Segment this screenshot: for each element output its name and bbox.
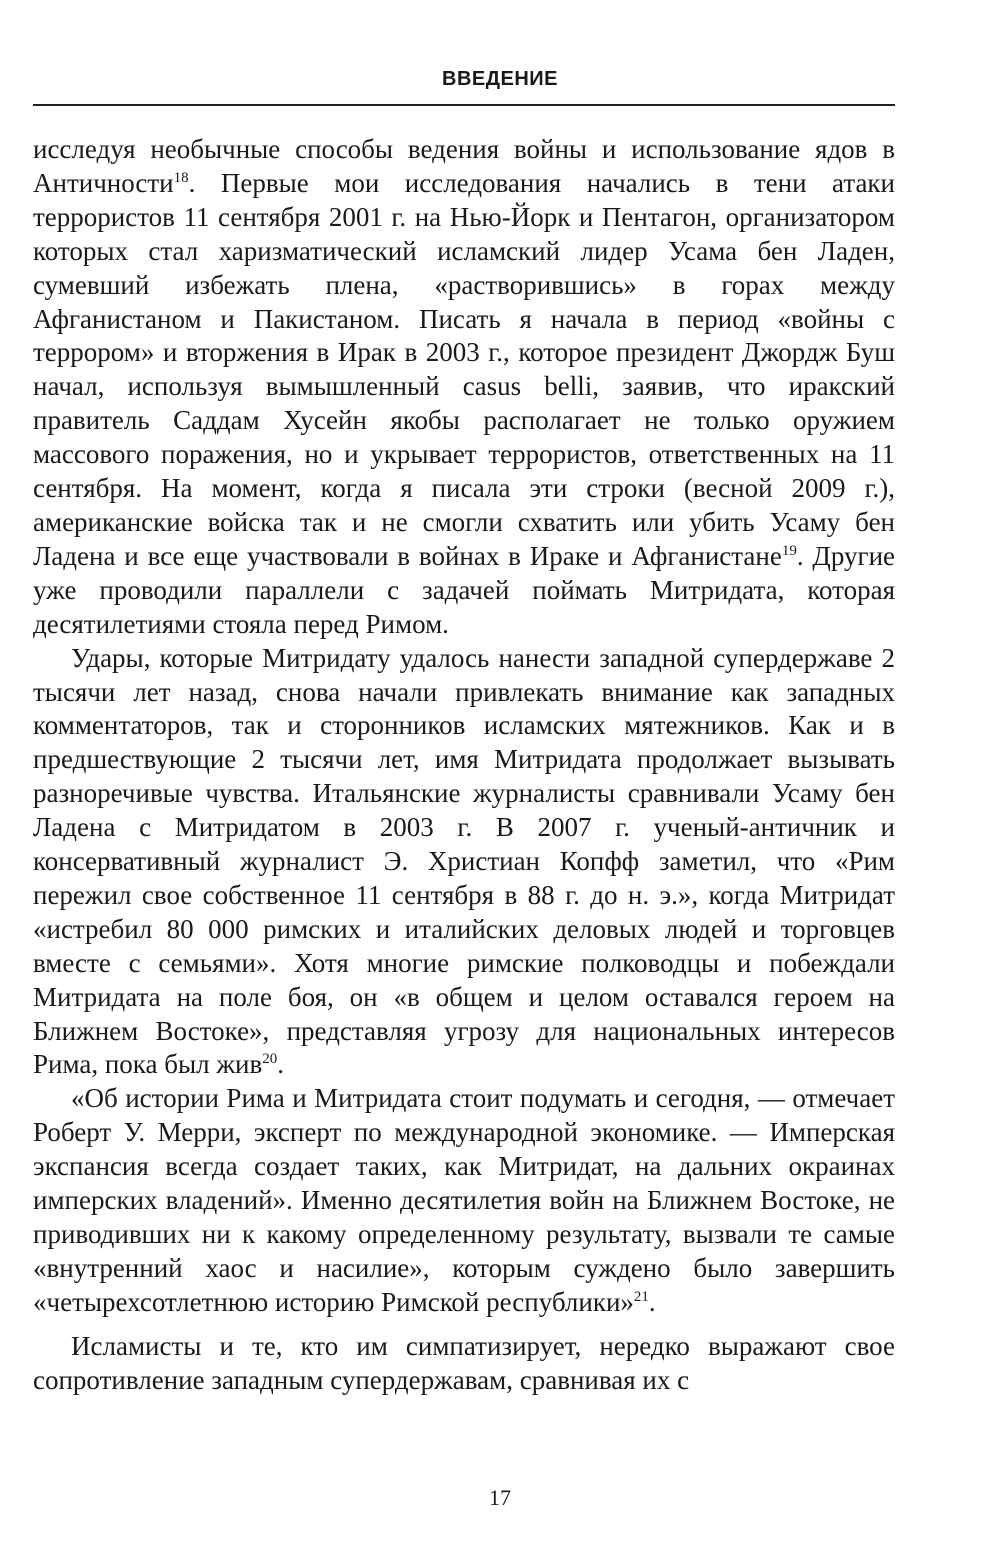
paragraph-1-text-2: . Первые мои исследования начались в тени атаки террористов 11 сентября 2001 г. на Нью-Йорк и Пентагон, организатором которых стал харизматический исламский лидер Усама бен Ладен, сумевший избежать плена, «растворившись» в горах между Афганистаном и Пакистаном. Писать я начала в период «войны с террором» и вторжения в Ирак в 2003 г., которое президент Джордж Буш начал, используя вымышленный casus belli, заявив, что иракский правитель Саддам Хусейн якобы располагает не только оружием массового поражения, но и укрывает террористов, ответственных на 11 сентября. На момент, когда я писала эти строки (весной 2009 г.), американские войска так и не смогли схватить или убить Усаму бен Ладена и все еще участвовали в войнах в Ираке и Афганистане: [33, 167, 895, 571]
body-text: [33, 133, 895, 1398]
header-rule: [33, 104, 895, 106]
paragraph-2-text-2: .: [277, 1049, 284, 1080]
paragraph-3-text: «Об истории Рима и Митридата стоит подумать и сегодня, — отмечает Роберт У. Мерри, эксперт по международной экономике. — Имперская экспансия всегда создает таких, как Митридат, на дальних окраинах имперских владений». Именно десятилетия войн на Ближнем Востоке, не приводивших ни к какому определенному результату, вызвали те самые «внутренний хаос и насилие», которым суждено было завершить «четырехсотлетнюю историю Римской республики»: [33, 1083, 895, 1317]
running-title: ВВЕДЕНИЕ: [442, 68, 558, 90]
footnote-ref-19[interactable]: 19: [781, 542, 797, 559]
paragraph-3-text-2: .: [648, 1286, 656, 1317]
paragraph-4: [33, 1330, 895, 1398]
paragraph-1: [33, 133, 895, 642]
footnote-ref-18[interactable]: 18: [173, 169, 189, 186]
footnote-ref-20[interactable]: 20: [262, 1051, 278, 1068]
paragraph-1-text: исследуя необычные способы ведения войны и использование ядов в Античности: [33, 134, 895, 198]
paragraph-1-text-3: . Другие уже проводили параллели с задачей поймать Митридата, которая десятилетиями стояла перед Римом.: [33, 540, 896, 639]
page-number: 17: [489, 1485, 511, 1510]
paragraph-2-text: Удары, которые Митридату удалось нанести западной супердержаве 2 тысячи лет назад, снова начали привлекать внимание как западных комментаторов, так и сторонников исламских мятежников. Как и в предшествующие 2 тысячи лет, имя Митридата продолжает вызывать разноречивые чувства. Итальянские журналисты сравнивали Усаму бен Ладена с Митридатом в 2003 г. В 2007 г. ученый-античник и консервативный журналист Э. Христиан Копфф заметил, что «Рим пережил свое собственное 11 сентября в 88 г. до н. э.», когда Митридат «истребил 80 000 римских и италийских деловых людей и торговцев вместе с семьями». Хотя многие римские полководцы и побеждали Митридата на поле боя, он «в общем и целом оставался героем на Ближнем Востоке», представляя угрозу для национальных интересов Рима, пока был жив: [33, 642, 895, 1080]
paragraph-4-text: Исламисты и те, кто им симпатизирует, нередко выражают свое сопротивление западным супердержавам, сравнивая их с: [33, 1330, 895, 1395]
paragraph-2: [33, 642, 895, 1083]
paragraph-3: [33, 1082, 895, 1319]
footnote-ref-21[interactable]: 21: [633, 1288, 649, 1305]
